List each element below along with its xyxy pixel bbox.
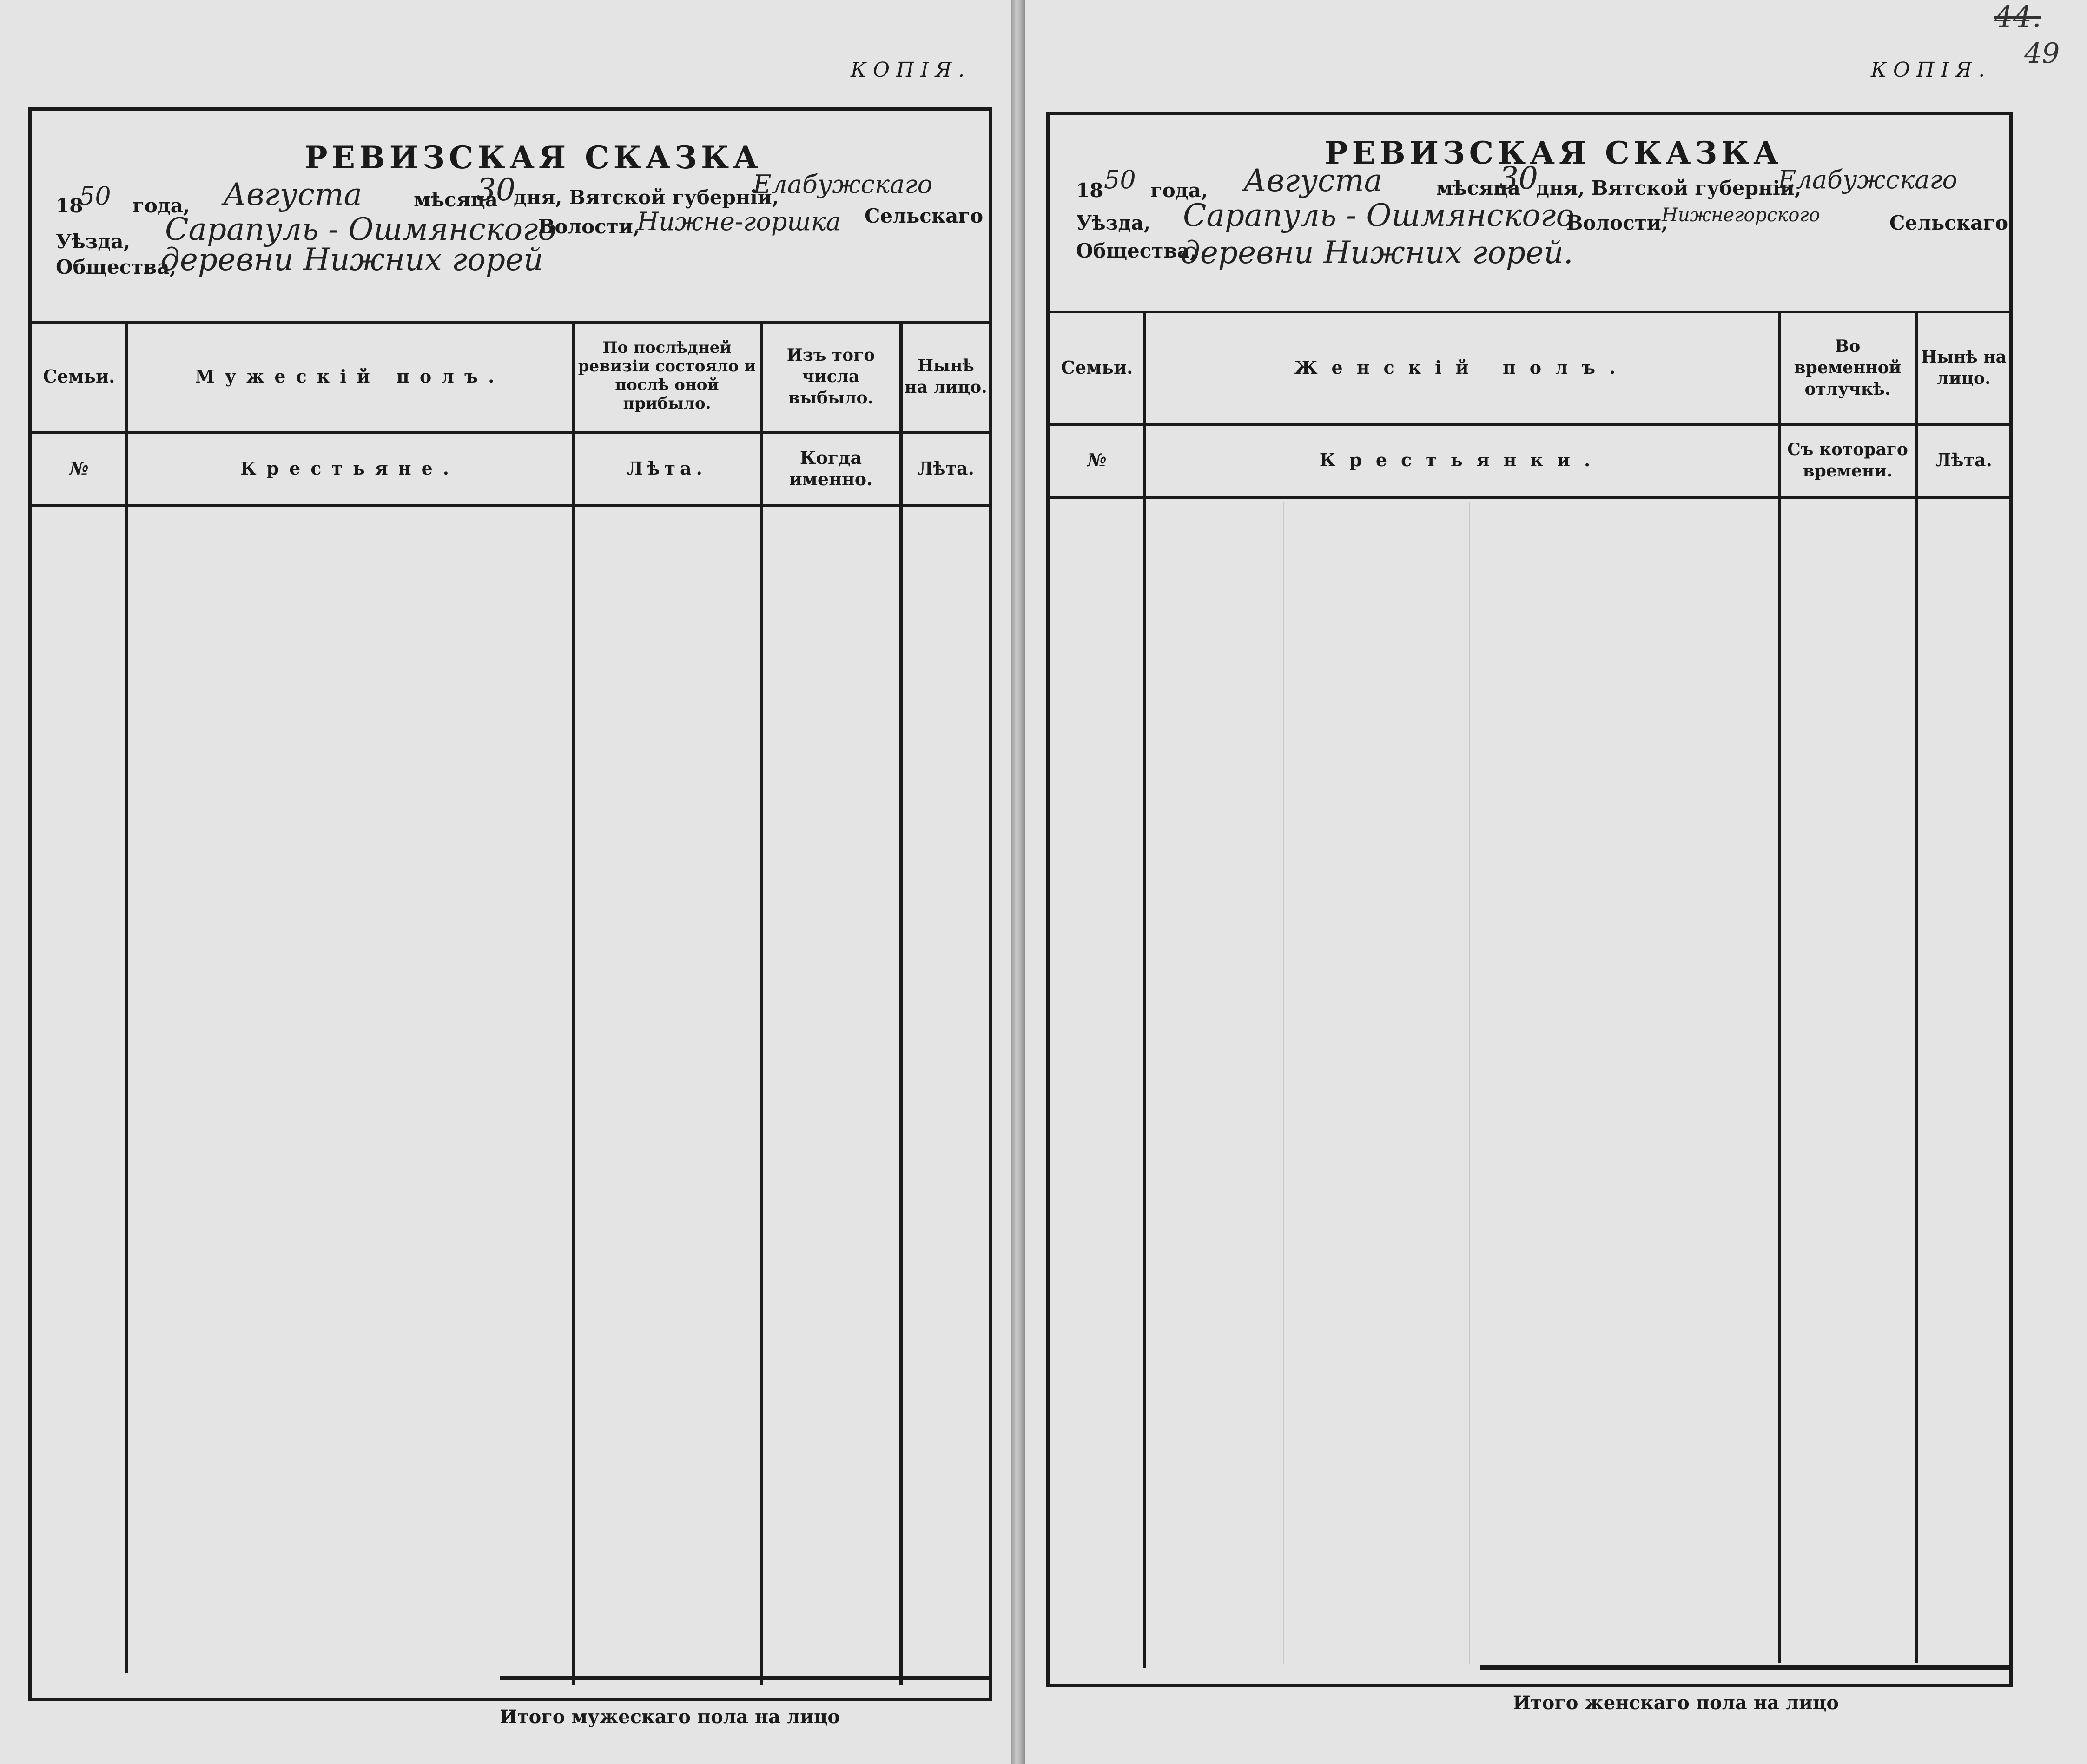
header-mid-rule (1050, 423, 2009, 426)
col-divider-2 (572, 321, 575, 1685)
volost-handwritten: Сарапуль - Ошмянского (1183, 198, 1575, 233)
village-handwritten: деревни Нижних горей. (1181, 235, 1573, 271)
col-families: Семьи. (43, 366, 115, 387)
day-label: дня, Вятской губерніи, (514, 186, 779, 209)
year-handwritten: 50 (79, 181, 111, 211)
month-handwritten: Августа (1243, 163, 1382, 198)
col-present: Нынѣ на лицо. (905, 356, 987, 397)
volost-label: Волости, (538, 215, 640, 238)
col-divider-3 (760, 321, 763, 1685)
faint-rule (1469, 502, 1470, 1664)
year-suffix: года, (132, 194, 190, 217)
volost-handwritten: Сарапуль - Ошмянского (165, 211, 557, 247)
form-title: РЕВИЗСКАЯ СКАЗКА (304, 139, 762, 176)
society-label: Сельскаго (1889, 211, 2008, 234)
obshchestva-label: Общества, (56, 256, 177, 278)
table-top-rule (32, 321, 989, 324)
header-bottom-rule (32, 504, 989, 507)
header-mid-rule (32, 431, 989, 434)
col-years: Лѣта. (1935, 449, 1992, 470)
col-divider-1 (125, 321, 128, 1673)
col-male: Мужескій полъ. (195, 366, 505, 387)
month-handwritten: Августа (223, 177, 362, 212)
col-years-2: Лѣта. (918, 458, 974, 479)
col-number: № (1087, 449, 1107, 470)
uezd-label: Уѣзда, (1076, 211, 1151, 234)
year-handwritten: 50 (1104, 165, 1136, 194)
month-label: мѣсяца (414, 188, 498, 211)
book-gutter (1011, 0, 1025, 1764)
col-absent: Во временной отлучкѣ. (1794, 336, 1902, 399)
left-page (0, 0, 1011, 1764)
village-handwritten: деревни Нижних горей (160, 242, 543, 277)
col-divider-2 (1778, 311, 1781, 1663)
table-top-rule (1050, 311, 2009, 313)
volost-label: Волости, (1566, 211, 1668, 234)
copy-mark: КОПІЯ. (851, 58, 971, 82)
col-divider-3 (1915, 311, 1918, 1663)
col-families: Семьи. (1061, 357, 1133, 378)
col-since: Съ котораго времени. (1787, 440, 1908, 481)
col-when: Когда именно. (789, 447, 873, 489)
col-divider-1 (1143, 311, 1146, 1668)
footer-total-male: Итого мужескаго пола на лицо (500, 1706, 840, 1728)
form-title: РЕВИЗСКАЯ СКАЗКА (1325, 135, 1783, 171)
day-label: дня, Вятской губерніи, (1536, 177, 1802, 199)
footer-rule (1480, 1665, 2013, 1670)
right-page (1025, 0, 2087, 1764)
col-divider-4 (899, 321, 903, 1685)
col-last-revision: По послѣдней ревизіи состояло и послѣ оной прибыло. (578, 338, 756, 413)
society-handwritten: Нижнегорского (1662, 205, 1820, 226)
col-peasants: Крестьянки. (1319, 449, 1605, 470)
header-bottom-rule (1050, 496, 2009, 499)
society-label: Сельскаго (865, 205, 984, 227)
copy-mark: КОПІЯ. (1871, 58, 1992, 82)
society-handwritten: Нижне-горшка (637, 207, 841, 236)
col-present: Нынѣ на лицо. (1921, 347, 2007, 388)
page-number-old: 44. (1994, 0, 2041, 34)
col-left-since: Изъ того числа выбыло. (786, 345, 875, 408)
obshchestva-label: Общества, (1076, 239, 1197, 262)
page-number: 49 (2024, 37, 2060, 70)
col-peasants: Крестьяне. (240, 458, 460, 479)
uezd-label: Уѣзда, (56, 230, 131, 253)
day-handwritten: 30 (476, 172, 515, 208)
footer-total-female: Итого женскаго пола на лицо (1513, 1692, 1839, 1714)
day-handwritten: 30 (1499, 160, 1538, 196)
month-label: мѣсяца (1436, 177, 1520, 199)
uezd-handwritten: Елабужскаго (753, 170, 933, 199)
col-years: Лѣта. (627, 458, 707, 479)
col-number: № (69, 458, 89, 479)
year-suffix: года, (1150, 179, 1208, 202)
footer-rule (500, 1676, 992, 1680)
year-prefix: 18 (1076, 179, 1103, 202)
faint-rule (1283, 502, 1284, 1664)
uezd-handwritten: Елабужскаго (1778, 165, 1958, 194)
col-female: Женскій полъ. (1294, 357, 1630, 378)
year-prefix: 18 (56, 194, 83, 217)
